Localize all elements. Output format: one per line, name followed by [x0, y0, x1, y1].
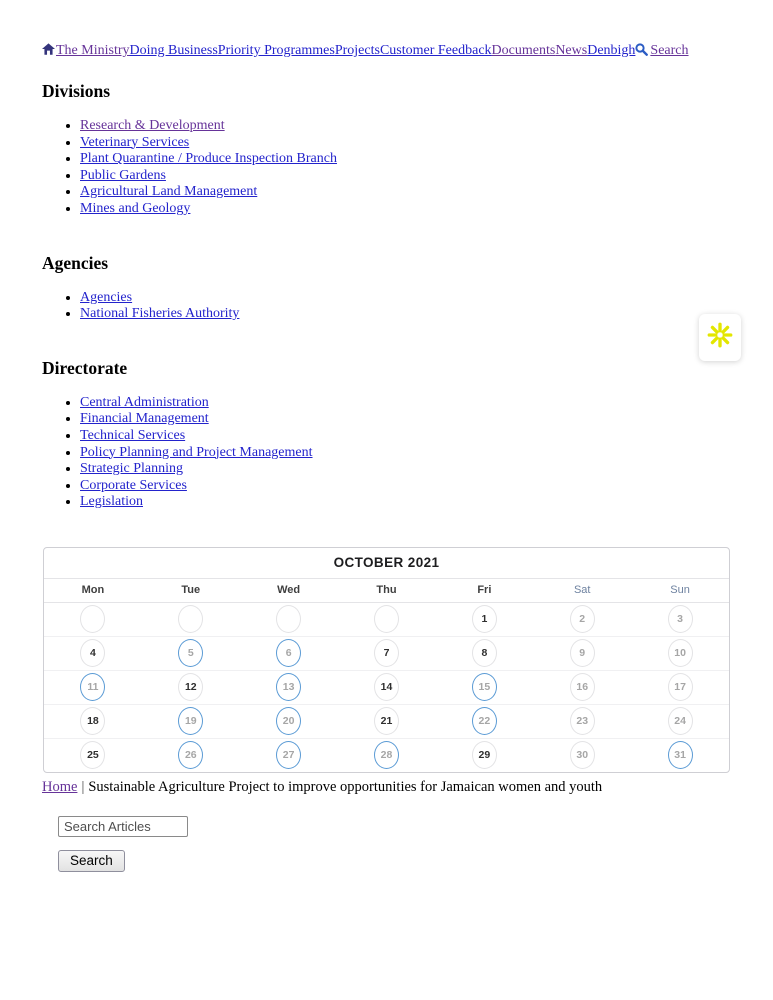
- day-circle-empty: [80, 605, 105, 633]
- calendar-cell: [533, 605, 631, 633]
- day-header-mon: Mon: [81, 584, 105, 597]
- breadcrumb-separator: |: [81, 778, 85, 795]
- calendar-cell: [240, 673, 338, 701]
- link-corporate-services[interactable]: Corporate Services: [80, 477, 187, 493]
- day-30: 30: [570, 741, 595, 769]
- accessibility-widget[interactable]: [699, 314, 741, 361]
- day-26[interactable]: 26: [178, 741, 203, 769]
- calendar-cell: [533, 673, 631, 701]
- list-item: [80, 151, 733, 168]
- calendar-cell: [435, 605, 533, 633]
- calendar-cell: [338, 741, 436, 769]
- day-16: 16: [570, 673, 595, 701]
- calendar-cell: [533, 741, 631, 769]
- calendar-cell: [142, 707, 240, 735]
- calendar-week-row: [44, 705, 729, 739]
- day-27[interactable]: 27: [276, 741, 301, 769]
- search-articles-input[interactable]: [58, 816, 188, 837]
- calendar-cell: [338, 707, 436, 735]
- day-5[interactable]: 5: [178, 639, 203, 667]
- day-25: 25: [80, 741, 105, 769]
- nav-link-projects[interactable]: Projects: [334, 43, 380, 58]
- section-heading-agencies: Agencies: [42, 252, 109, 273]
- link-agencies[interactable]: Agencies: [80, 289, 133, 305]
- link-policy-planning-and-project-management[interactable]: Policy Planning and Project Management: [80, 444, 313, 460]
- calendar-body: [44, 603, 729, 772]
- day-circle-empty: [374, 605, 399, 633]
- list-item: [80, 290, 733, 307]
- day-24: 24: [668, 707, 693, 735]
- link-mines-and-geology[interactable]: Mines and Geology: [80, 200, 191, 216]
- day-29: 29: [472, 741, 497, 769]
- list-item: [80, 428, 733, 445]
- calendar-cell: [435, 673, 533, 701]
- day-22[interactable]: 22: [472, 707, 497, 735]
- nav-link-the-ministry[interactable]: The Ministry: [56, 43, 130, 58]
- day-15[interactable]: 15: [472, 673, 497, 701]
- nav-search-label: Search: [650, 43, 689, 58]
- nav-link-news[interactable]: News: [555, 43, 588, 58]
- day-2: 2: [570, 605, 595, 633]
- calendar-week-row: [44, 603, 729, 637]
- calendar-cell: [435, 707, 533, 735]
- day-9: 9: [570, 639, 595, 667]
- day-14: 14: [374, 673, 399, 701]
- section-list-directorate: [42, 395, 733, 511]
- calendar-title: OCTOBER 2021: [44, 548, 729, 579]
- nav-links: [56, 43, 635, 58]
- section-heading-directorate: Directorate: [42, 357, 128, 378]
- calendar-cell: [631, 741, 729, 769]
- list-item: [80, 201, 733, 218]
- nav-link-customer-feedback[interactable]: Customer Feedback: [379, 43, 492, 58]
- article-search: [58, 816, 733, 872]
- day-4: 4: [80, 639, 105, 667]
- day-11[interactable]: 11: [80, 673, 105, 701]
- calendar-cell: [338, 639, 436, 667]
- list-item: [80, 445, 733, 462]
- day-7: 7: [374, 639, 399, 667]
- link-central-administration[interactable]: Central Administration: [80, 394, 209, 410]
- breadcrumb: [42, 778, 733, 796]
- link-veterinary-services[interactable]: Veterinary Services: [80, 134, 190, 150]
- calendar-cell: [240, 707, 338, 735]
- calendar-cell: [435, 741, 533, 769]
- search-articles-button[interactable]: Search: [58, 850, 125, 872]
- day-circle-empty: [178, 605, 203, 633]
- list-item: [80, 135, 733, 152]
- day-header-sat: Sat: [573, 584, 591, 597]
- day-19[interactable]: 19: [178, 707, 203, 735]
- calendar-cell: [533, 707, 631, 735]
- list-item: [80, 494, 733, 511]
- nav-link-doing-business[interactable]: Doing Business: [129, 43, 218, 58]
- link-research-development[interactable]: Research & Development: [80, 118, 225, 133]
- day-6[interactable]: 6: [276, 639, 301, 667]
- home-icon[interactable]: [42, 43, 55, 59]
- section-list-divisions: [42, 118, 733, 218]
- calendar-week-row: [44, 637, 729, 671]
- day-header-thu: Thu: [376, 584, 397, 597]
- day-3: 3: [668, 605, 693, 633]
- day-header-sun: Sun: [670, 584, 690, 597]
- calendar-cell: [44, 741, 142, 769]
- day-12: 12: [178, 673, 203, 701]
- list-item: [80, 461, 733, 478]
- calendar-cell: [44, 673, 142, 701]
- nav-search-link[interactable]: [635, 43, 688, 58]
- top-nav: [42, 43, 733, 60]
- calendar-week-row: [44, 739, 729, 772]
- asterisk-icon: [706, 321, 734, 354]
- list-item: [80, 184, 733, 201]
- list-item: [80, 306, 733, 323]
- day-21: 21: [374, 707, 399, 735]
- link-financial-management[interactable]: Financial Management: [80, 411, 209, 427]
- calendar-cell: [240, 741, 338, 769]
- list-item: [80, 411, 733, 428]
- calendar-cell: [533, 639, 631, 667]
- calendar-cell: [631, 605, 729, 633]
- day-header-wed: Wed: [277, 584, 301, 597]
- link-agricultural-land-management[interactable]: Agricultural Land Management: [80, 184, 258, 200]
- calendar-cell: [142, 741, 240, 769]
- day-23: 23: [570, 707, 595, 735]
- link-strategic-planning[interactable]: Strategic Planning: [80, 461, 184, 477]
- calendar-cell: [142, 673, 240, 701]
- calendar-cell: [631, 707, 729, 735]
- calendar-cell: [44, 707, 142, 735]
- section-heading-divisions: Divisions: [42, 81, 111, 101]
- section-list-agencies: [42, 290, 733, 323]
- day-1: 1: [472, 605, 497, 633]
- link-plant-quarantine-produce-inspection-branch[interactable]: Plant Quarantine / Produce Inspection Branch: [80, 151, 337, 167]
- calendar-cell: [338, 673, 436, 701]
- calendar-cell: [240, 605, 338, 633]
- nav-link-documents[interactable]: Documents: [491, 43, 556, 58]
- list-item: [80, 478, 733, 495]
- day-13[interactable]: 13: [276, 673, 301, 701]
- page-title: Sustainable Agriculture Project to improve opportunities for Jamaican women and youth: [88, 778, 603, 795]
- day-28[interactable]: 28: [374, 741, 399, 769]
- calendar-cell: [44, 639, 142, 667]
- list-item: [80, 118, 733, 135]
- day-circle-empty: [276, 605, 301, 633]
- link-legislation[interactable]: Legislation: [80, 494, 143, 510]
- nav-link-priority-programmes[interactable]: Priority Programmes: [217, 43, 335, 58]
- calendar-cell: [631, 673, 729, 701]
- calendar-cell: [631, 639, 729, 667]
- link-technical-services[interactable]: Technical Services: [80, 427, 186, 443]
- nav-link-denbigh[interactable]: Denbigh: [587, 43, 636, 58]
- day-17: 17: [668, 673, 693, 701]
- calendar-cell: [44, 605, 142, 633]
- calendar-cell: [142, 639, 240, 667]
- link-public-gardens[interactable]: Public Gardens: [80, 167, 166, 183]
- home-link[interactable]: Home: [42, 778, 78, 795]
- sections: [42, 82, 733, 511]
- day-31[interactable]: 31: [668, 741, 693, 769]
- day-header-fri: Fri: [477, 584, 492, 597]
- day-8: 8: [472, 639, 497, 667]
- day-20[interactable]: 20: [276, 707, 301, 735]
- list-item: [80, 168, 733, 185]
- calendar-cell: [338, 605, 436, 633]
- calendar-week-row: [44, 671, 729, 705]
- day-header-tue: Tue: [181, 584, 201, 597]
- calendar-cell: [435, 639, 533, 667]
- list-item: [80, 395, 733, 412]
- day-18: 18: [80, 707, 105, 735]
- calendar-cell: [142, 605, 240, 633]
- calendar-day-headers: [44, 579, 729, 603]
- search-icon: [635, 43, 648, 60]
- calendar-cell: [240, 639, 338, 667]
- calendar: [43, 547, 730, 773]
- link-national-fisheries-authority[interactable]: National Fisheries Authority: [80, 306, 240, 322]
- day-10: 10: [668, 639, 693, 667]
